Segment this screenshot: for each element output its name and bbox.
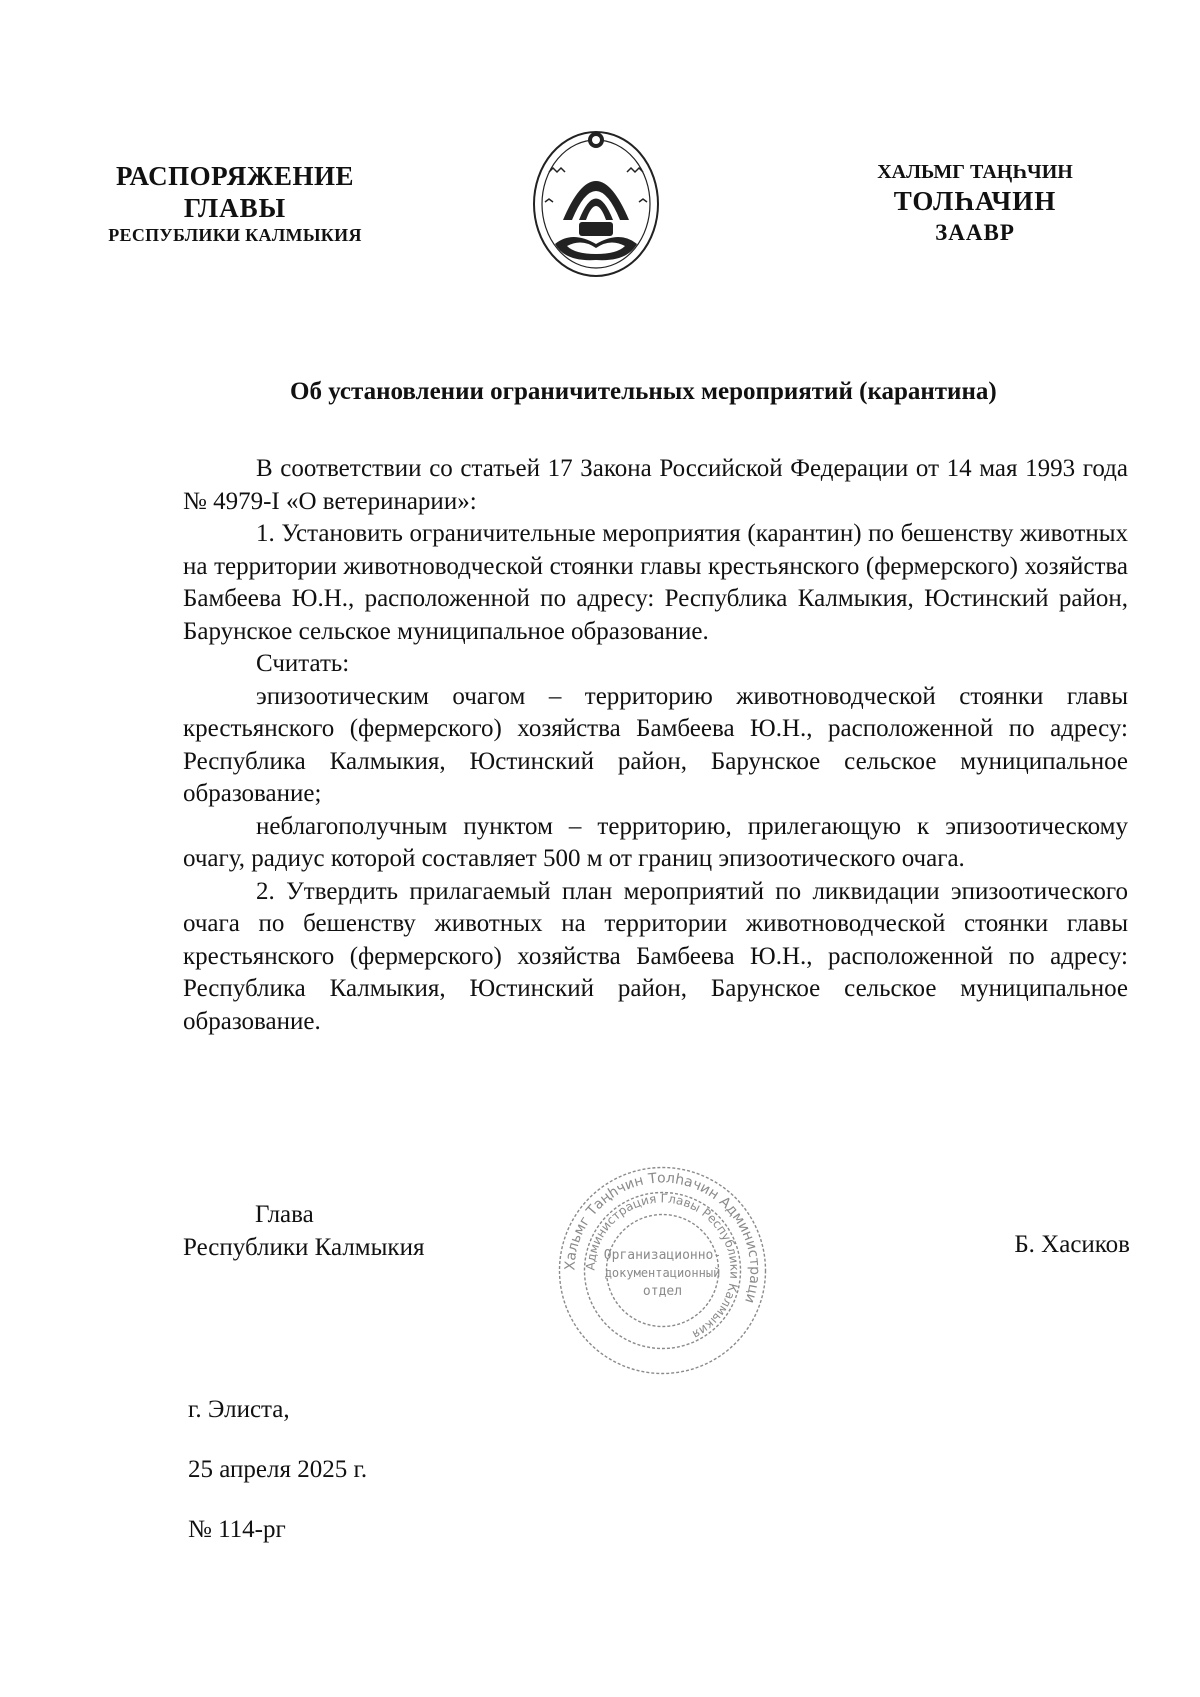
kalmykia-coat-of-arms-icon [527, 122, 665, 282]
body-paragraph-affected-area: неблагополучным пунктом – территорию, прилегающую к эпизоотическому очагу, радиус которой составляет 500 м от границ эпизоотического очага. [183, 812, 1128, 872]
document-title: Об установлении ограничительных мероприятий (карантина) [290, 378, 997, 405]
header-left-line1: РАСПОРЯЖЕНИЕ [115, 161, 355, 191]
body-paragraph-preamble: В соответствии со статьей 17 Закона Российской Федерации от 14 мая 1993 года № 4979-I «О ветеринарии»: [183, 455, 1128, 515]
stamp-outer-text: Хальмг Таңһчин Толһачин Администраци [562, 1170, 763, 1306]
signatory-title [183, 1198, 523, 1264]
footer-city: г. Элиста, [188, 1396, 290, 1423]
footer-number: № 114-рг [188, 1516, 286, 1543]
header-left-line3: РЕСПУБЛИКИ КАЛМЫКИЯ [108, 224, 362, 245]
stamp-center-line1: Организационно- [603, 1248, 722, 1263]
header-right-line3: ЗААВР [935, 219, 1015, 245]
header-right-line1: ХАЛЬМГ ТАҢҺЧИН [877, 161, 1073, 183]
document-footer [188, 1395, 488, 1575]
header-right-block [805, 160, 1145, 248]
body-paragraph-item1: 1. Установить ограничительные мероприятия (карантин) по бешенству животных на территории животноводческой стоянки главы крестьянского (фермерского) хозяйства Бамбеева Ю.Н., расположенной по адресу: Республика Калмыкия, Юстинский район, Барунское сельское муниципальное образование. [183, 520, 1128, 645]
header-left-line2: ГЛАВЫ [183, 193, 287, 224]
document-body [183, 453, 1128, 1038]
footer-date: 25 апреля 2025 г. [188, 1456, 368, 1483]
header-right-line2: ТОЛҺАЧИН [893, 186, 1057, 216]
header-left-block [70, 160, 400, 246]
official-stamp-icon [555, 1163, 770, 1378]
stamp-center-line2: документационный [604, 1266, 721, 1280]
body-paragraph-item2: 2. Утвердить прилагаемый план мероприятий по ликвидации эпизоотического очага по бешенству животных на территории животноводческой стоянки главы крестьянского (фермерского) хозяйства Бамбеева Ю.Н., расположенной по адресу: Республика Калмыкия, Юстинский район, Барунское сельское муниципальное образование. [183, 877, 1128, 1035]
signatory-title-line2: Республики Калмыкия [183, 1234, 425, 1261]
body-paragraph-consider: Считать: [256, 650, 350, 677]
body-paragraph-focus: эпизоотическим очагом – территорию животноводческой стоянки главы крестьянского (фермерского) хозяйства Бамбеева Ю.Н., расположенной по адресу: Республика Калмыкия, Юстинский район, Барунское сельское муниципальное образование; [183, 682, 1128, 807]
signatory-title-line1: Глава [255, 1201, 314, 1228]
stamp-center-line3: отдел [642, 1284, 683, 1299]
signatory-name: Б. Хасиков [1014, 1231, 1130, 1258]
stamp-inner-text: Администрация Главы Республики Калмыкия [583, 1191, 742, 1342]
